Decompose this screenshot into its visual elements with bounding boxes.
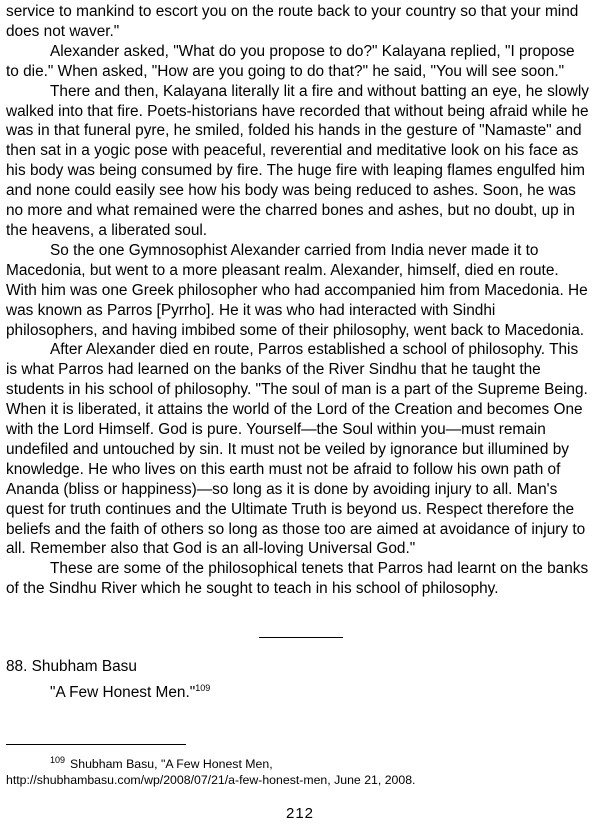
reference-title-text: "A Few Honest Men." (50, 684, 196, 701)
footnote-reference-marker: 109 (195, 682, 211, 693)
footnote-url: http://shubhambasu.com/wp/2008/07/21/a-few-honest-men, June 21, 2008. (6, 773, 416, 787)
paragraph-4: So the one Gymnosophist Alexander carried from India never made it to Macedonia, but went to a more pleasant realm. Alexander, himself, died en route. With him was one Greek philosopher who had accompanied him from Macedonia. He was known as Parros [Pyrrho]. He it was who had interacted with Sindhi philosophers, and having imbibed some of their philosophy, went back to Macedonia. (6, 241, 588, 339)
section-separator (259, 637, 343, 638)
footnote-line-1 (6, 756, 596, 772)
paragraph-2: Alexander asked, "What do you propose to do?" Kalayana replied, "I propose to die." When asked, "How are you going to do that?" he said, "You will see soon." (6, 42, 575, 80)
reference-entry: 88. Shubham Basu (6, 658, 137, 675)
paragraph-6: These are some of the philosophical tenets that Parros had learnt on the banks of the Sindhu River which he sought to teach in his school of philosophy. (6, 560, 589, 598)
page-number: 212 (285, 805, 315, 822)
paragraph-1: service to mankind to escort you on the route back to your country so that your mind does not waver." (6, 3, 579, 40)
reference-title (50, 683, 210, 703)
paragraph-3: There and then, Kalayana literally lit a fire and without batting an eye, he slowly walked into that fire. Poets-historians have recorded that without being afraid while he was in that funeral pyre, he smiled, folded his hands in the gesture of "Namaste" and then sat in a yogic pose with peaceful, reverential and meditative look on his face as his body was being consumed by fire. The huge fire with leaping flames engulfed him and none could easily see how his body was being reduced to ashes. Soon, he was no more and what remained were the charred bones and ashes, but no doubt, up in the heavens, a liberated soul. (6, 82, 589, 239)
footnote-rule (6, 744, 186, 745)
paragraph-5: After Alexander died en route, Parros established a school of philosophy. This is what Parros had learned on the banks of the River Sindhu that he taught the students in his school of philosophy. "The soul of man is a part of the Supreme Being. When it is liberated, it attains the world of the Lord of the Creation and becomes One with the Lord Himself. God is pure. Yourself—the Soul within you—must remain undefiled and untouched by sin. It must not be veiled by ignorance but illumined by knowledge. He who lives on this earth must not be afraid to follow his own path of Ananda (bliss or happiness)—so long as it is done by avoiding injury to all. Man's quest for truth continues and the Ultimate Truth is beyond us. Respect therefore the beliefs and the faith of others so long as those too are aimed at avoidance of injury to all. Remember also that God is an all-loving Universal God." (6, 341, 588, 558)
footnote (6, 756, 596, 788)
footnote-citation: Shubham Basu, "A Few Honest Men, (70, 757, 273, 771)
page-body (6, 0, 591, 599)
footnote-marker: 109 (50, 754, 66, 765)
